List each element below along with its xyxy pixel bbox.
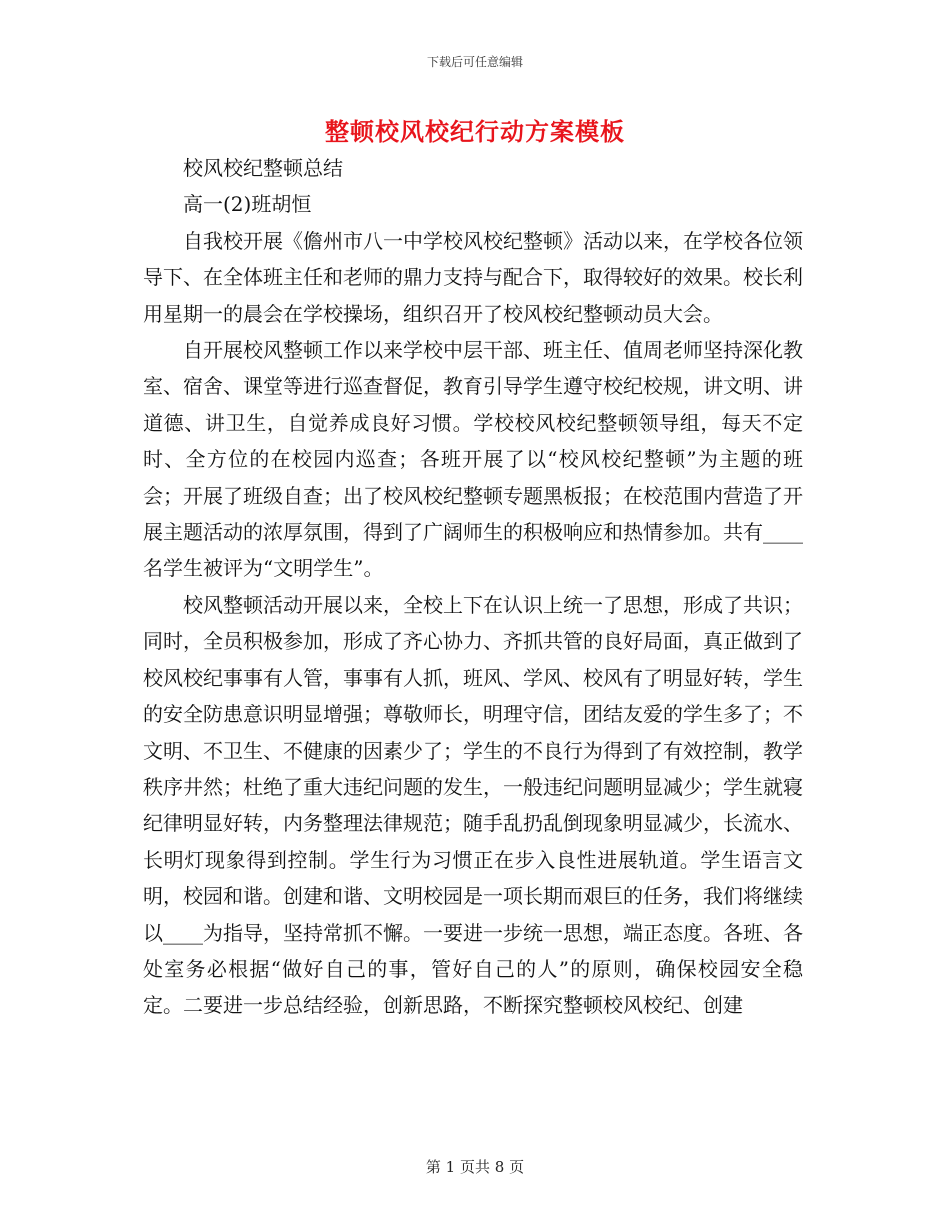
- body-paragraph-2: 自开展校风整顿工作以来学校中层干部、班主任、值周老师坚持深化教室、宿舍、课堂等进行巡查督促，教育引导学生遵守校纪校规，讲文明、讲道德、讲卫生，自觉养成良好习惯。学校校风校纪整顿领导组，每天不定时、全方位的在校园内巡查；各班开展了以“校风校纪整顿”为主题的班会；开展了班级自查；出了校风校纪整顿专题黑板报；在校范围内营造了开展主题活动的浓厚氛围，得到了广阔师生的积极响应和热情参加。共有____名学生被评为“文明学生”。: [143, 338, 803, 581]
- body-paragraph-3: 校风整顿活动开展以来，全校上下在认识上统一了思想，形成了共识；同时，全员积极参加，形成了齐心协力、齐抓共管的良好局面，真正做到了校风校纪事事有人管，事事有人抓，班风、学风、校风有了明显好转，学生的安全防患意识明显增强；尊敬师长，明理守信，团结友爱的学生多了；不文明、不卫生、不健康的因素少了；学生的不良行为得到了有效控制，教学秩序井然；杜绝了重大违纪问题的发生，一般违纪问题明显减少；学生就寝纪律明显好转，内务整理法律规范；随手乱扔乱倒现象明显减少，长流水、长明灯现象得到控制。学生行为习惯正在步入良性进展轨道。学生语言文明，校园和谐。创建和谐、文明校园是一项长期而艰巨的任务，我们将继续以____为指导，坚持常抓不懈。一要进一步统一思想，端正态度。各班、各处室务必根据“做好自己的事，管好自己的人”的原则，确保校园安全稳定。二要进一步总结经验，创新思路，不断探究整顿校风校纪、创建: [143, 592, 803, 1018]
- document-title: 整顿校风校纪行动方案模板: [325, 117, 625, 146]
- body-paragraph-1: 自我校开展《儋州市八一中学校风校纪整顿》活动以来，在学校各位领导下、在全体班主任和老师的鼎力支持与配合下，取得较好的效果。校长利用星期一的晨会在学校操场，组织召开了校风校纪整顿动员大会。: [143, 228, 803, 326]
- document-body: [143, 150, 803, 1024]
- subtitle: 校风校纪整顿总结: [183, 156, 343, 180]
- author-line: 高一(2)班胡恒: [183, 192, 312, 217]
- page-footer: 第 1 页共 8 页: [425, 1158, 525, 1176]
- page-header: 下载后可任意编辑: [426, 55, 523, 69]
